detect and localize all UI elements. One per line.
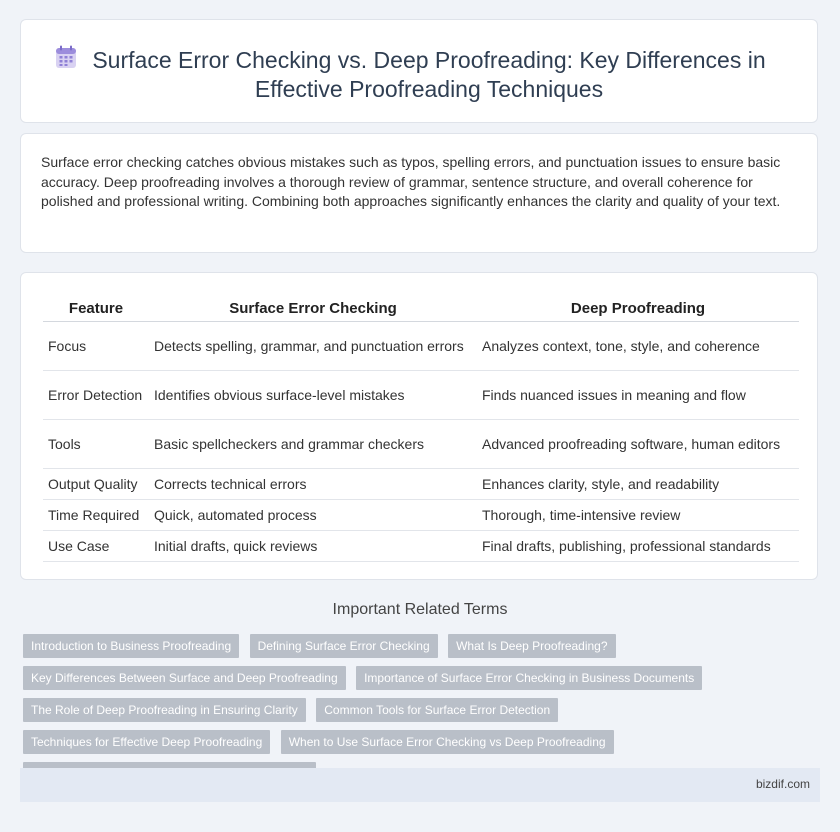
table-row: [43, 371, 799, 420]
related-term-link[interactable]: Key Differences Between Surface and Deep Proofreading: [23, 666, 346, 690]
table-cell: Analyzes context, tone, style, and coherence: [477, 322, 799, 371]
table-row: [43, 420, 799, 469]
table-cell: Tools: [43, 420, 149, 469]
related-term-link[interactable]: When to Use Surface Error Checking vs Deep Proofreading: [281, 730, 614, 754]
related-term-link[interactable]: Defining Surface Error Checking: [250, 634, 438, 658]
table-cell: Use Case: [43, 531, 149, 562]
related-term-link[interactable]: Importance of Surface Error Checking in Business Documents: [356, 666, 702, 690]
table-cell: Thorough, time-intensive review: [477, 500, 799, 531]
table-cell: Error Detection: [43, 371, 149, 420]
footer-site-link[interactable]: bizdif.com: [755, 777, 810, 791]
table-cell: Time Required: [43, 500, 149, 531]
footer: [20, 768, 820, 802]
table-row: [43, 531, 799, 562]
table-header-row: [43, 294, 799, 322]
related-terms-heading: Important Related Terms: [332, 601, 508, 618]
comparison-card: [20, 272, 818, 580]
table-cell: Final drafts, publishing, professional standards: [477, 531, 799, 562]
header-card: [20, 19, 818, 123]
table-cell: Finds nuanced issues in meaning and flow: [477, 371, 799, 420]
related-term-link[interactable]: Introduction to Business Proofreading: [23, 634, 239, 658]
column-header-feature: Feature: [43, 294, 149, 322]
table-cell: Focus: [43, 322, 149, 371]
table-row: [43, 500, 799, 531]
page-title: Surface Error Checking vs. Deep Proofreading: Key Differences in Effective Proofreading Techniques: [92, 47, 766, 102]
table-row: [43, 469, 799, 500]
comparison-table: [43, 294, 799, 562]
related-term-link[interactable]: Common Tools for Surface Error Detection: [316, 698, 558, 722]
intro-card: [20, 133, 818, 253]
table-row: [43, 322, 799, 371]
column-header-deep: Deep Proofreading: [477, 294, 799, 322]
table-cell: Initial drafts, quick reviews: [149, 531, 477, 562]
related-term-link[interactable]: What Is Deep Proofreading?: [448, 634, 615, 658]
column-header-surface: Surface Error Checking: [149, 294, 477, 322]
table-cell: Detects spelling, grammar, and punctuation errors: [149, 322, 477, 371]
related-term-link[interactable]: Techniques for Effective Deep Proofreading: [23, 730, 270, 754]
table-cell: Advanced proofreading software, human editors: [477, 420, 799, 469]
related-term-link[interactable]: The Role of Deep Proofreading in Ensuring Clarity: [23, 698, 306, 722]
table-cell: Output Quality: [43, 469, 149, 500]
table-cell: Enhances clarity, style, and readability: [477, 469, 799, 500]
intro-paragraph: Surface error checking catches obvious mistakes such as typos, spelling errors, and punctuation issues to ensure basic accuracy. Deep proofreading involves a thorough review of grammar, sentence structure, and overall coherence for polished and professional writing. Combining both approaches significantly enhances the clarity and quality of your text.: [41, 154, 781, 209]
table-cell: Basic spellcheckers and grammar checkers: [149, 420, 477, 469]
table-cell: Identifies obvious surface-level mistakes: [149, 371, 477, 420]
table-cell: Quick, automated process: [149, 500, 477, 531]
table-cell: Corrects technical errors: [149, 469, 477, 500]
